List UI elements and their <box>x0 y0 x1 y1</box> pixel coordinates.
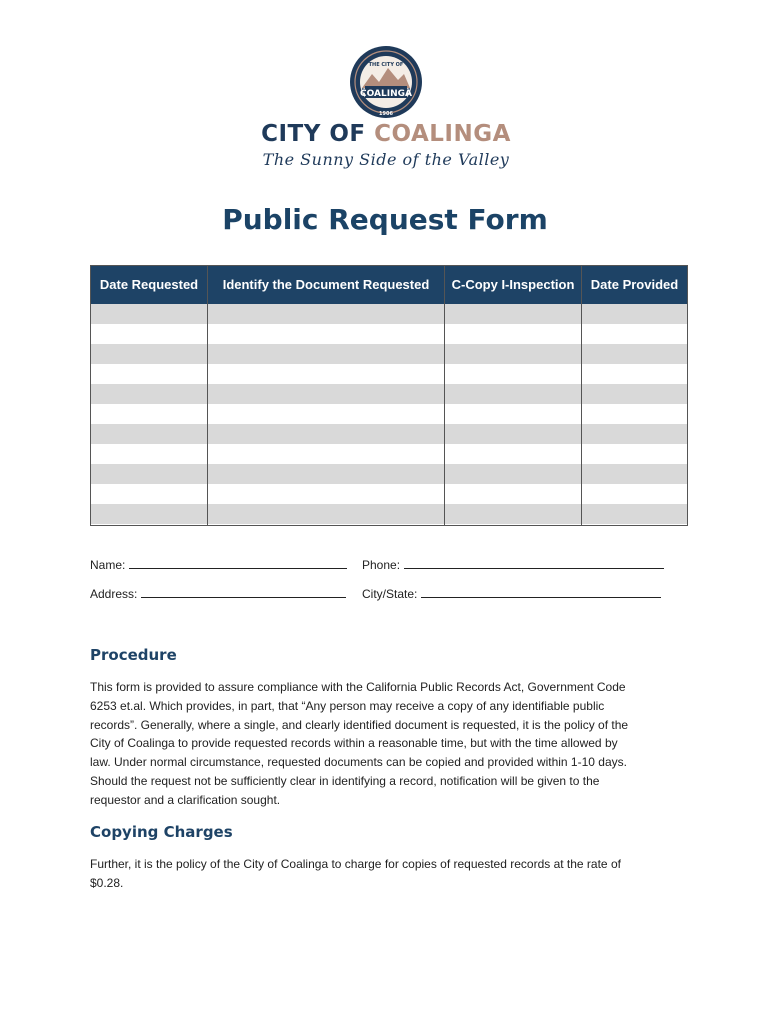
procedure-line: records”. Generally, where a single, and clearly identified document is requested, it is the policy of the <box>90 717 629 732</box>
column-divider <box>581 266 582 525</box>
copying-charges-paragraph <box>90 855 680 893</box>
address-label: Address: <box>90 587 138 601</box>
phone-field[interactable] <box>362 558 664 572</box>
procedure-heading: Procedure <box>90 646 177 664</box>
city-state-field[interactable] <box>362 587 661 601</box>
tagline: The Sunny Side of the Valley <box>262 150 510 169</box>
table-row[interactable] <box>91 424 687 444</box>
copying-charges-heading: Copying Charges <box>90 823 233 841</box>
procedure-paragraph <box>90 678 680 810</box>
city-state-input-line[interactable] <box>421 587 661 598</box>
table-header <box>91 266 687 304</box>
table-row[interactable] <box>91 324 687 344</box>
charges-line: Further, it is the policy of the City of Coalinga to charge for copies of requested records at the rate of <box>90 857 621 871</box>
header-document-requested: Identify the Document Requested <box>222 277 430 292</box>
column-divider <box>207 266 208 525</box>
address-input-line[interactable] <box>141 587 346 598</box>
table-row[interactable] <box>91 484 687 504</box>
table-row[interactable] <box>91 364 687 384</box>
table-row[interactable] <box>91 464 687 484</box>
procedure-line: requestor and a clarification sought. <box>90 792 281 807</box>
table-row[interactable] <box>91 444 687 464</box>
header-date-requested: Date Requested <box>99 277 199 292</box>
brand-city: CITY OF <box>261 121 366 147</box>
phone-input-line[interactable] <box>404 558 664 569</box>
request-table <box>90 265 688 526</box>
table-row[interactable] <box>91 504 687 524</box>
brand-coalinga: COALINGA <box>374 121 511 147</box>
address-field[interactable] <box>90 587 346 601</box>
column-divider <box>444 266 445 525</box>
name-input-line[interactable] <box>129 558 347 569</box>
table-row[interactable] <box>91 344 687 364</box>
procedure-line: law. Under normal circumstance, requested documents can be copied and provided within 1-10 days. <box>90 755 627 770</box>
table-row[interactable] <box>91 304 687 324</box>
city-state-label: City/State: <box>362 587 418 601</box>
table-row[interactable] <box>91 404 687 424</box>
procedure-line: This form is provided to assure compliance with the California Public Records Act, Government Code <box>90 680 626 694</box>
table-row[interactable] <box>91 384 687 404</box>
name-label: Name: <box>90 558 126 572</box>
seal-year: 1906 <box>379 111 393 117</box>
procedure-line: Should the request not be sufficiently clear in identifying a record, notification will be given to the <box>90 773 600 788</box>
charges-line: $0.28. <box>90 875 124 890</box>
city-seal-icon <box>348 44 424 120</box>
procedure-line: 6253 et.al. Which provides, in part, that “Any person may receive a copy of any identifiable public <box>90 698 605 713</box>
header-date-provided: Date Provided <box>590 277 679 292</box>
phone-label: Phone: <box>362 558 401 572</box>
seal-top: THE CITY OF <box>368 62 404 68</box>
procedure-line: City of Coalinga to provide requested records within a reasonable time, but with the time allowed by <box>90 736 618 751</box>
seal-name: COALINGA <box>360 89 412 99</box>
brand-name <box>258 121 514 147</box>
name-field[interactable] <box>90 558 347 572</box>
page-title: Public Request Form <box>222 203 548 236</box>
header-copy-inspection: C-Copy I-Inspection <box>451 277 575 292</box>
city-logo <box>258 40 514 180</box>
